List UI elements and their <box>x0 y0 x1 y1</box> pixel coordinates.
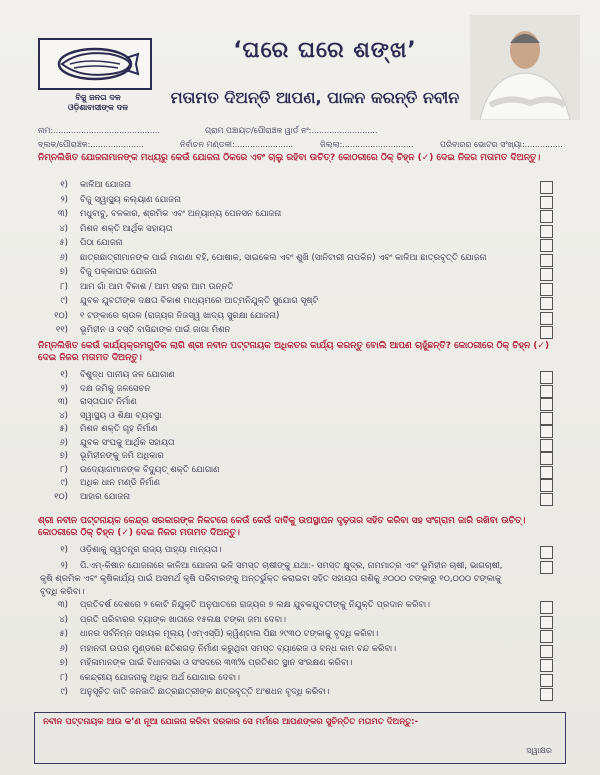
item-text: ଓଡ଼ିଶାକୁ ସ୍ୱତନ୍ତ୍ର ରାଜ୍ୟ ପାହ୍ୟା ମାନ୍ୟତା। <box>80 545 222 555</box>
list-item <box>40 644 396 654</box>
district-field[interactable]: ଜିଲ୍ଲା:............................ <box>320 140 414 149</box>
checkbox[interactable] <box>540 659 553 672</box>
item-text: ଯୁବକ ସଂଘକୁ ଆର୍ଥିକ ସହାୟତା <box>80 437 175 448</box>
item-number: ୬) <box>59 643 68 654</box>
item-number: ୪) <box>59 223 68 234</box>
party-region: ଓଡ଼ିଶାବାସୀଙ୍କ ଦଳ <box>67 103 129 112</box>
checkbox[interactable] <box>540 425 553 438</box>
list-item <box>40 465 220 475</box>
list-item <box>40 438 175 448</box>
list-item <box>40 545 221 555</box>
list-item <box>40 687 330 697</box>
item-text: ଅନୁସୂଚିତ ଜାତି ଜନଜାତି ଛାତ୍ରଛାତ୍ରୀଙ୍କ ଛାତ୍ରବୃତ୍ତି ଅଂଶଧନ ବୃଦ୍ଧି କରିବା। <box>80 687 330 697</box>
checkbox[interactable] <box>540 493 553 506</box>
checkbox[interactable] <box>540 297 553 310</box>
list-item <box>40 492 130 502</box>
item-number: ୭) <box>59 267 68 277</box>
checkbox[interactable] <box>540 466 553 479</box>
item-text: ପ୍ରତି ପରିବାରର ବ୍ୟାଙ୍କ ଖାତାରେ ୧୫ଲକ୍ଷ ଟଙ୍କା ଜମା ଦେବା। <box>80 614 287 625</box>
list-item <box>40 658 353 668</box>
conch-shell-icon <box>40 40 150 88</box>
item-number: ୪) <box>59 614 68 625</box>
item-number: ୮) <box>60 281 68 292</box>
item-number: ୯) <box>60 478 68 488</box>
suggestion-question: ନବୀନ ପଟ୍ଟନାୟକ ଆଉ କ’ଣ ନୂଆ ଯୋଜନା କରିବା ଦରକାର ସେ ମର୍ମରେ ଆପଣଙ୍କର ସୁଚିନ୍ତିତ ମତାମତ ଦିଅନ୍ତୁ:- <box>43 717 419 727</box>
item-number: ୨) <box>60 560 68 571</box>
item-text: ପିଠା ଯୋଜନା <box>80 238 123 248</box>
name-field[interactable]: ନାମ:.......................................... <box>38 126 160 135</box>
list-item <box>40 209 281 219</box>
section1-heading: ନିମ୍ନଲିଖିତ ଯୋଜନାମାନଙ୍କ ମଧ୍ୟରୁ କେଉଁ ଯୋଜନା ଠିକରେ ଏବଂ ଚାଲୁ ରହିବା ଉଚିତ୍? କୋଠରୀରେ ଠିକ୍ ଚିହ୍ନ (✓) ଦେଇ ନିଜର ମତାମତ ଦିଅନ୍ତୁ। <box>38 153 541 163</box>
checkbox[interactable] <box>540 601 553 614</box>
item-text: ବିଶୁଦ୍ଧ ପାନୀୟ ଜଳ ଯୋଗାଣ <box>80 370 175 380</box>
item-text: ଯୁବକ ଯୁବତୀଙ୍କ ଦକ୍ଷତା ବିକାଶ ମାଧ୍ୟମରେ ଆତ୍ମନିଯୁକ୍ତି ସୁଯୋଗ ସୃଷ୍ଟି <box>80 296 319 306</box>
item-text: କାଳିଆ ଯୋଜନା <box>80 180 132 190</box>
list-item <box>40 424 157 434</box>
checkbox[interactable] <box>540 283 553 296</box>
checkbox[interactable] <box>540 546 553 559</box>
party-name: ବିଜୁ ଜନତା ଦଳ <box>75 93 121 102</box>
checkbox[interactable] <box>540 268 553 281</box>
section2-heading: ନିମ୍ନଲିଖିତ କେଉଁ କାର୍ଯ୍ୟକ୍ରମଗୁଡିକ ଲାଗି ଶ୍ରୀ ନବୀନ ପଟ୍ଟନାୟକ ଅଧିକତର କାର୍ଯ୍ୟ କରନ୍ତୁ ବୋଲି ଆପଣ ଚାହୁଁଛନ୍ତି? କୋଠରୀରେ ଠିକ୍ ଚିହ୍ନ (✓) ଦେଇ ନିଜର ମତାମତ ଦିଅନ୍ତୁ। <box>38 341 550 363</box>
conch-logo <box>38 38 152 90</box>
item-number: ୮) <box>60 464 68 475</box>
suggestion-box[interactable] <box>34 712 566 764</box>
list-item <box>40 673 240 683</box>
section3-heading: ଶ୍ରୀ ନବୀନ ପଟ୍ଟନାୟକ କେନ୍ଦ୍ର ସରକାରଙ୍କ ନିକଟରେ କେଉଁ କେଉଁ ଦାବିକୁ ଉପସ୍ଥାପନ ଦୃଢ଼ତାର ସହିତ କରିବା ସହ ସଂଗ୍ରାମ ଜାରି ରଖିବା ଉଚିତ୍। କୋଠରୀରେ ଠିକ୍ ଚିହ୍ନ (✓) ଦେଇ ନିଜର ମତାମତ ଦିଅନ୍ତୁ। <box>38 516 526 538</box>
checkbox[interactable] <box>540 439 553 452</box>
item-number: ୮) <box>60 672 68 683</box>
item-number: ୧) <box>60 370 68 380</box>
item-text: ଛାତ୍ରଛାତ୍ରୀମାନଙ୍କ ପାଇଁ ମାଗଣା ବହି, ପୋଷାକ, ସାଇକେଲ ଏବଂ ଶୁଖି (ସାନିଟାରୀ ନାପକିନ) ଏବଂ କାଳିଆ ଛାତ୍ରବୃତ୍ତି ଯୋଜନା <box>80 252 487 263</box>
list-item <box>40 451 164 461</box>
checkbox[interactable] <box>540 181 553 194</box>
block-field[interactable]: ବ୍ଲକ/ପୌରାଞ୍ଚଳ:..................... <box>38 140 144 149</box>
list-item <box>40 296 318 306</box>
campaign-title: ‘ଘରେ ଘରେ ଶଙ୍ଖ’ <box>233 38 417 63</box>
list-item <box>40 311 279 321</box>
item-number: ୫) <box>59 238 68 248</box>
item-text: ଉଦ୍ୟୋଗମାନଙ୍କ ବିଦ୍ୟୁତ୍ ଶକ୍ତି ଯୋଗାଣ <box>80 464 220 475</box>
checkbox[interactable] <box>540 479 553 492</box>
item-number: ୧୧) <box>55 325 68 335</box>
list-item <box>40 384 150 394</box>
item-number: ୩) <box>58 600 68 610</box>
item-number: ୧୦) <box>54 310 68 321</box>
item-number: ୫) <box>59 424 68 434</box>
item-number: ୧) <box>60 545 68 555</box>
leader-photo <box>470 15 580 120</box>
item-text: ସ୍ୱାସ୍ଥ୍ୟ ଓ ଶିକ୍ଷା ବ୍ୟବସ୍ଥା <box>80 410 162 421</box>
item-number: ୯) <box>60 296 68 306</box>
item-number: ୪) <box>59 410 68 421</box>
checkbox[interactable] <box>540 616 553 629</box>
list-item <box>40 600 430 610</box>
item-text: ଅଧିକ ଧାନ ମଣ୍ଡି ନିର୍ମାଣ <box>80 478 161 488</box>
item-text: ଆହାର ଯୋଜନା <box>80 491 131 502</box>
checkbox[interactable] <box>540 561 553 574</box>
item-number: ୧୦) <box>54 491 68 502</box>
list-item <box>40 238 122 248</box>
checkbox[interactable] <box>540 645 553 658</box>
list-item <box>40 478 160 488</box>
item-number: ୭) <box>59 451 68 461</box>
item-number: ୩) <box>58 209 68 219</box>
item-text: ଭୂମିହୀନ ଓ ବସ୍ତି ବାସିନ୍ଦାଙ୍କ ପାଇଁ ଜାଗା ମିଶନ <box>80 325 231 335</box>
list-item <box>40 615 286 625</box>
checkbox[interactable] <box>540 225 553 238</box>
checkbox[interactable] <box>540 385 553 398</box>
item-text: ମିଶନ ଶକ୍ତି ଗୃହ ନିର୍ମାଣ <box>80 424 158 434</box>
signature-label: ସ୍ୱାକ୍ଷର <box>526 746 552 755</box>
checkbox[interactable] <box>540 412 553 425</box>
checkbox[interactable] <box>540 254 553 267</box>
item-text: ଭୂମିହୀନଙ୍କୁ ଜମି ଅଧିକାର <box>80 451 164 461</box>
checkbox[interactable] <box>540 326 553 339</box>
list-item <box>40 411 161 421</box>
item-text: ମହାନଦୀ ଉପର ମୁଣ୍ଡରେ ଛତିଶଗଡ଼ ନିର୍ମାଣ କରୁଥିବା ସମସ୍ତ ବ୍ୟାରେଜ ଓ ବନ୍ଧ କାମ ବନ୍ଦ କରିବା। <box>80 643 397 654</box>
list-item <box>40 397 137 407</box>
item-text: ବିଜୁ ପକ୍କାଘର ଯୋଜନା <box>80 267 157 277</box>
item-number: ୧) <box>60 180 68 190</box>
item-text: ଧାନର ସର୍ବନିମ୍ନ ସହାୟକ ମୂଲ୍ୟ (ଏମ୍ଏସ୍ପି) କ୍ୱିଣ୍ଟାଲ ପିଛା ୨୯୩୦ ଟଙ୍କାକୁ ବୃଦ୍ଧି କରିବା। <box>80 629 379 639</box>
checkbox[interactable] <box>540 398 553 411</box>
list-item <box>40 560 510 599</box>
item-text: ବିଜୁ ସ୍ୱାସ୍ଥ୍ୟ କଲ୍ୟାଣ ଯୋଜନା <box>80 194 181 205</box>
checkbox[interactable] <box>540 630 553 643</box>
item-number: ୫) <box>59 629 68 639</box>
item-number: ୬) <box>59 437 68 448</box>
list-item <box>40 267 157 277</box>
list-item <box>40 180 131 190</box>
checkbox[interactable] <box>540 312 553 325</box>
item-text: ୧ ଟଙ୍କାରେ ଚାଉଳ (ରାଜ୍ୟର ନିଜସ୍ୱ ଖାଦ୍ୟ ସୁରକ୍ଷା ଯୋଜନା) <box>80 310 280 321</box>
list-item <box>40 224 172 234</box>
checkbox[interactable] <box>540 196 553 209</box>
voter-count-field[interactable]: ପରିବାରର ଭୋଟର ସଂଖ୍ୟା:............... <box>440 140 563 149</box>
party-label <box>48 93 148 113</box>
item-number: ୬) <box>59 252 68 263</box>
item-text: ଆମ ଗାଁ ଆମ ବିକାଶ / ଆମ ସହର ଆମ ଉନ୍ନତି <box>80 281 234 292</box>
list-item <box>40 282 233 292</box>
gp-ward-field[interactable]: ଗ୍ରାମ ପଞ୍ଚାୟତ/ପୌରାଞ୍ଚଳ ୱାର୍ଡ ନଂ:.......................... <box>205 126 378 135</box>
checkbox[interactable] <box>540 239 553 252</box>
list-item <box>40 253 487 263</box>
item-text: ଦକ୍ଷ ଜମିକୁ ଜଳସେଚନ <box>80 383 151 394</box>
checkbox[interactable] <box>540 371 553 384</box>
list-item <box>40 629 378 639</box>
item-text: ରାସ୍ତାଘାଟ ନିର୍ମାଣ <box>80 397 137 407</box>
item-number: ୨) <box>60 194 68 205</box>
item-text: ମଧୁବାବୁ, ବଳକାର, ଶ୍ରମିକ ଏବଂ ଅନ୍ୟାନ୍ୟ ପେନସନ ଯୋଜନା <box>80 209 282 219</box>
checkbox[interactable] <box>540 210 553 223</box>
item-text: ମିଶନ ଶକ୍ତି ଆର୍ଥିକ ସହାୟତା <box>80 223 173 234</box>
constituency-field[interactable]: ନିର୍ବାଚନ ମଣ୍ଡଳୀ:....................... <box>180 140 294 149</box>
item-number: ୨) <box>60 383 68 394</box>
item-number: ୩) <box>58 397 68 407</box>
item-text: ପି.ଏମ୍-କିଷାନ ଯୋଜନାରେ କାଳିଆ ଯୋଜନା ଭଳି ସମସ୍ତ ଚାଷୀଙ୍କୁ ଯଥା:- ସମସ୍ତ କ୍ଷୁଦ୍ର, ନାମମାତ୍ର ଏବଂ ଭୂମିହୀନ ଚାଷୀ, ଭାଗଚାଷୀ, କୃଷି ଶ୍ରମିକ ଏବଂ କୃଷିକାର୍ଯ୍ୟ ପାଇଁ ଅସମର୍ଥ କୃଷି ପରିବାରଙ୍କୁ ଅନ୍ତର୍ଭୁକ୍ତ କରାଇବା ସହିତ ସହାୟତା ରାଶିକୁ ୬୦୦୦ ଟଙ୍କାରୁ ୧୦,୦୦୦ ଟଙ୍କାକୁ ବୃଦ୍ଧି କରିବା। <box>40 560 503 597</box>
checkbox[interactable] <box>540 452 553 465</box>
list-item <box>40 370 175 380</box>
list-item <box>40 195 181 205</box>
item-text: ମହିଳାମାନଙ୍କ ପାଇଁ ବିଧାନସଭା ଓ ସଂସଦରେ ୩୩% ପ୍ରତିଶତ ସ୍ଥାନ ସଂରକ୍ଷଣ କରିବା। <box>80 658 353 668</box>
checkbox[interactable] <box>540 674 553 687</box>
item-number: ୭) <box>59 658 68 668</box>
checkbox[interactable] <box>540 688 553 701</box>
item-text: ପ୍ରତିବର୍ଷ ଦେଶରେ ୨ କୋଟି ନିଯୁକ୍ତି ଅନୁପାତରେ ରାଜ୍ୟର ୭ ଲକ୍ଷ ଯୁବକଯୁବତୀଙ୍କୁ ନିଯୁକ୍ତି ପ୍ରଦାନ କରିବା। <box>80 600 430 610</box>
item-text: କେନ୍ଦ୍ରୀୟ ଯୋଜନାକୁ ଅଧିକ ଅର୍ଥ ଯୋଗାଇ ଦେବା। <box>80 672 240 683</box>
campaign-subtitle: ମତାମତ ଦିଅନ୍ତି ଆପଣ, ପାଳନ କରନ୍ତି ନବୀନ <box>170 88 460 107</box>
list-item <box>40 325 230 335</box>
item-number: ୯) <box>60 687 68 697</box>
